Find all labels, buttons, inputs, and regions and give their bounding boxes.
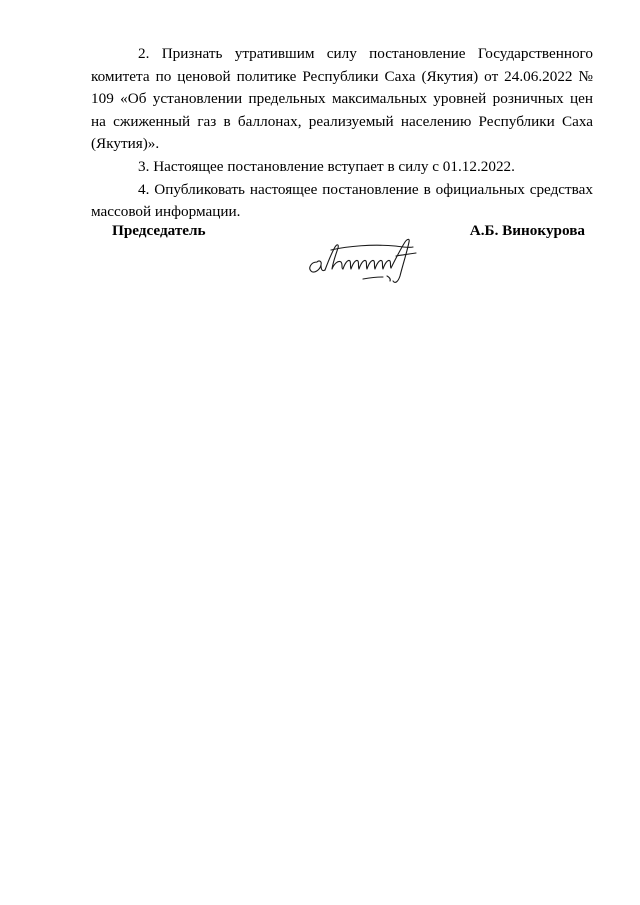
signatory-name: А.Б. Винокурова	[469, 222, 585, 239]
signature-block	[91, 220, 593, 290]
paragraph-item-2: 2. Признать утратившим силу постановление Государственного комитета по ценовой политике Республики Саха (Якутия) от 24.06.2022 № 109 «Об установлении предельных максимальных уровней розничных цен на сжиженный газ в баллонах, реализуемый населению Республики Саха (Якутия)».	[91, 45, 593, 153]
signatory-title: Председатель	[112, 222, 206, 239]
paragraph-item-3: 3. Настоящее постановление вступает в силу с 01.12.2022.	[138, 157, 515, 175]
handwritten-signature	[303, 232, 435, 284]
document-body	[91, 43, 593, 224]
paragraph-item-4: 4. Опубликовать настоящее постановление в официальных средствах массовой информации.	[91, 180, 593, 221]
